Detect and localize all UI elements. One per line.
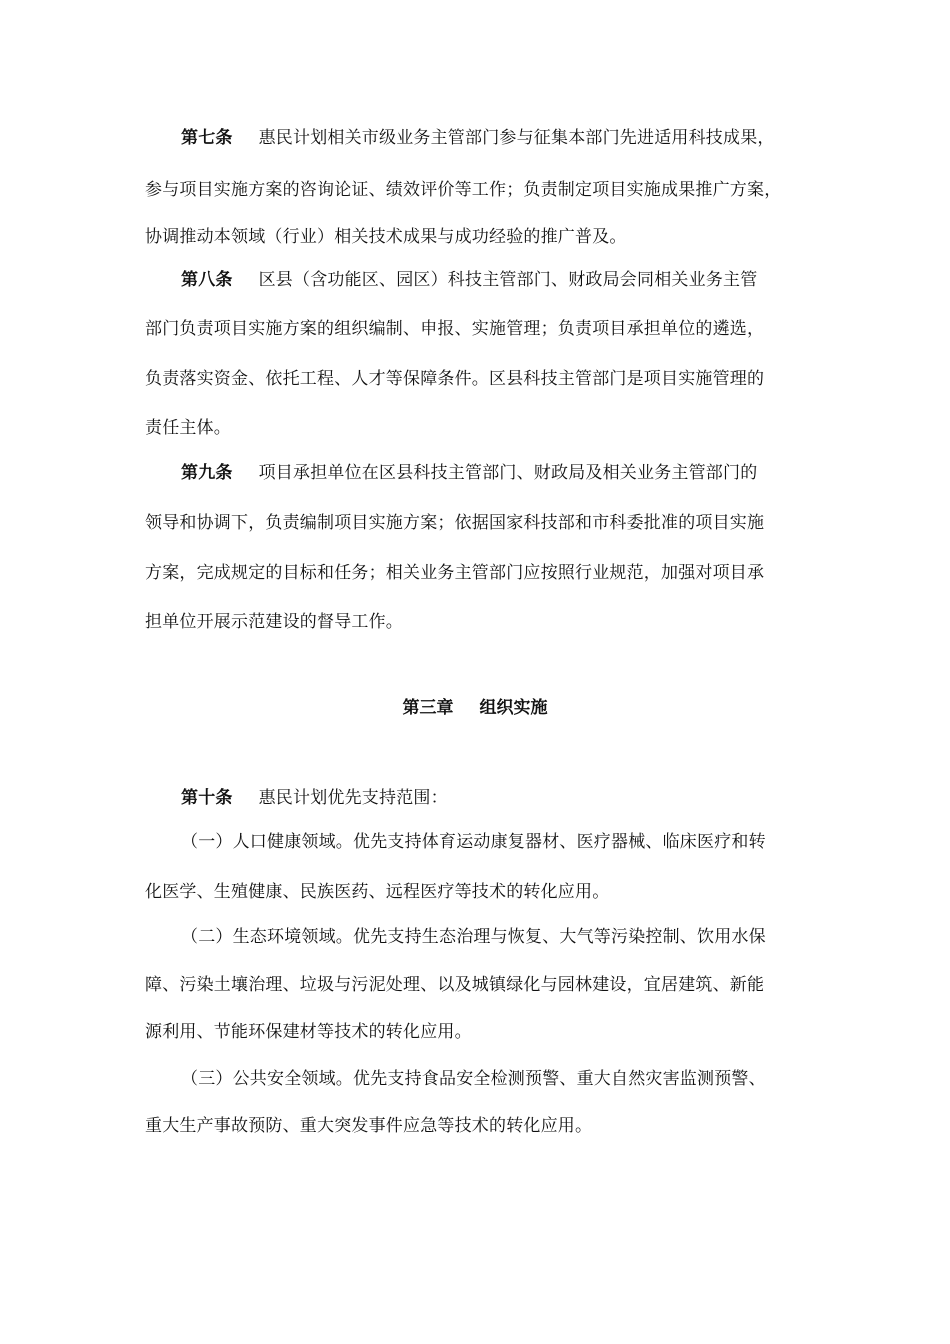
article-8-text: 区县（含功能区、园区）科技主管部门、财政局会同相关业务主管 [258,270,758,290]
article-8-line-3: 负责落实资金、依托工程、人才等保障条件。区县科技主管部门是项目实施管理的 [145,369,765,389]
article-10-line-1 [181,786,861,810]
item-3-line-2: 重大生产事故预防、重大突发事件应急等技术的转化应用。 [145,1116,593,1136]
article-7-heading: 第七条 [181,128,233,148]
article-10-heading: 第十条 [181,788,233,808]
article-7-text: 惠民计划相关市级业务主管部门参与征集本部门先进适用科技成果， [258,128,775,148]
article-8-line-1 [181,268,861,292]
chapter-title: 组织实施 [479,698,548,718]
article-7-line-2: 参与项目实施方案的咨询论证、绩效评价等工作；负责制定项目实施成果推广方案， [145,180,782,200]
item-2-line-1: （二）生态环境领域。优先支持生态治理与恢复、大气等污染控制、饮用水保 [181,927,766,947]
article-9-line-3: 方案，完成规定的目标和任务；相关业务主管部门应按照行业规范，加强对项目承 [145,563,765,583]
article-9-line-2: 领导和协调下，负责编制项目实施方案；依据国家科技部和市科委批准的项目实施 [145,513,765,533]
item-1-line-2: 化医学、生殖健康、民族医药、远程医疗等技术的转化应用。 [145,882,610,902]
article-10-text: 惠民计划优先支持范围： [258,788,448,808]
article-9-line-4: 担单位开展示范建设的督导工作。 [145,612,403,632]
chapter-heading [0,696,950,720]
chapter-number: 第三章 [402,698,454,718]
item-2-line-2: 障、污染土壤治理、垃圾与污泥处理、以及城镇绿化与园林建设，宜居建筑、新能 [145,975,765,995]
item-1-line-1: （一）人口健康领域。优先支持体育运动康复器材、医疗器械、临床医疗和转 [181,832,766,852]
article-8-heading: 第八条 [181,270,233,290]
article-8-line-4: 责任主体。 [145,418,231,438]
article-9-heading: 第九条 [181,463,233,483]
article-9-line-1 [181,461,861,485]
article-7-line-3: 协调推动本领域（行业）相关技术成果与成功经验的推广普及。 [145,227,627,247]
article-9-text: 项目承担单位在区县科技主管部门、财政局及相关业务主管部门的 [258,463,758,483]
item-2-line-3: 源利用、节能环保建材等技术的转化应用。 [145,1022,472,1042]
article-7-line-1 [181,126,861,150]
item-3-line-1: （三）公共安全领域。优先支持食品安全检测预警、重大自然灾害监测预警、 [181,1069,766,1089]
article-8-line-2: 部门负责项目实施方案的组织编制、申报、实施管理；负责项目承担单位的遴选， [145,319,765,339]
